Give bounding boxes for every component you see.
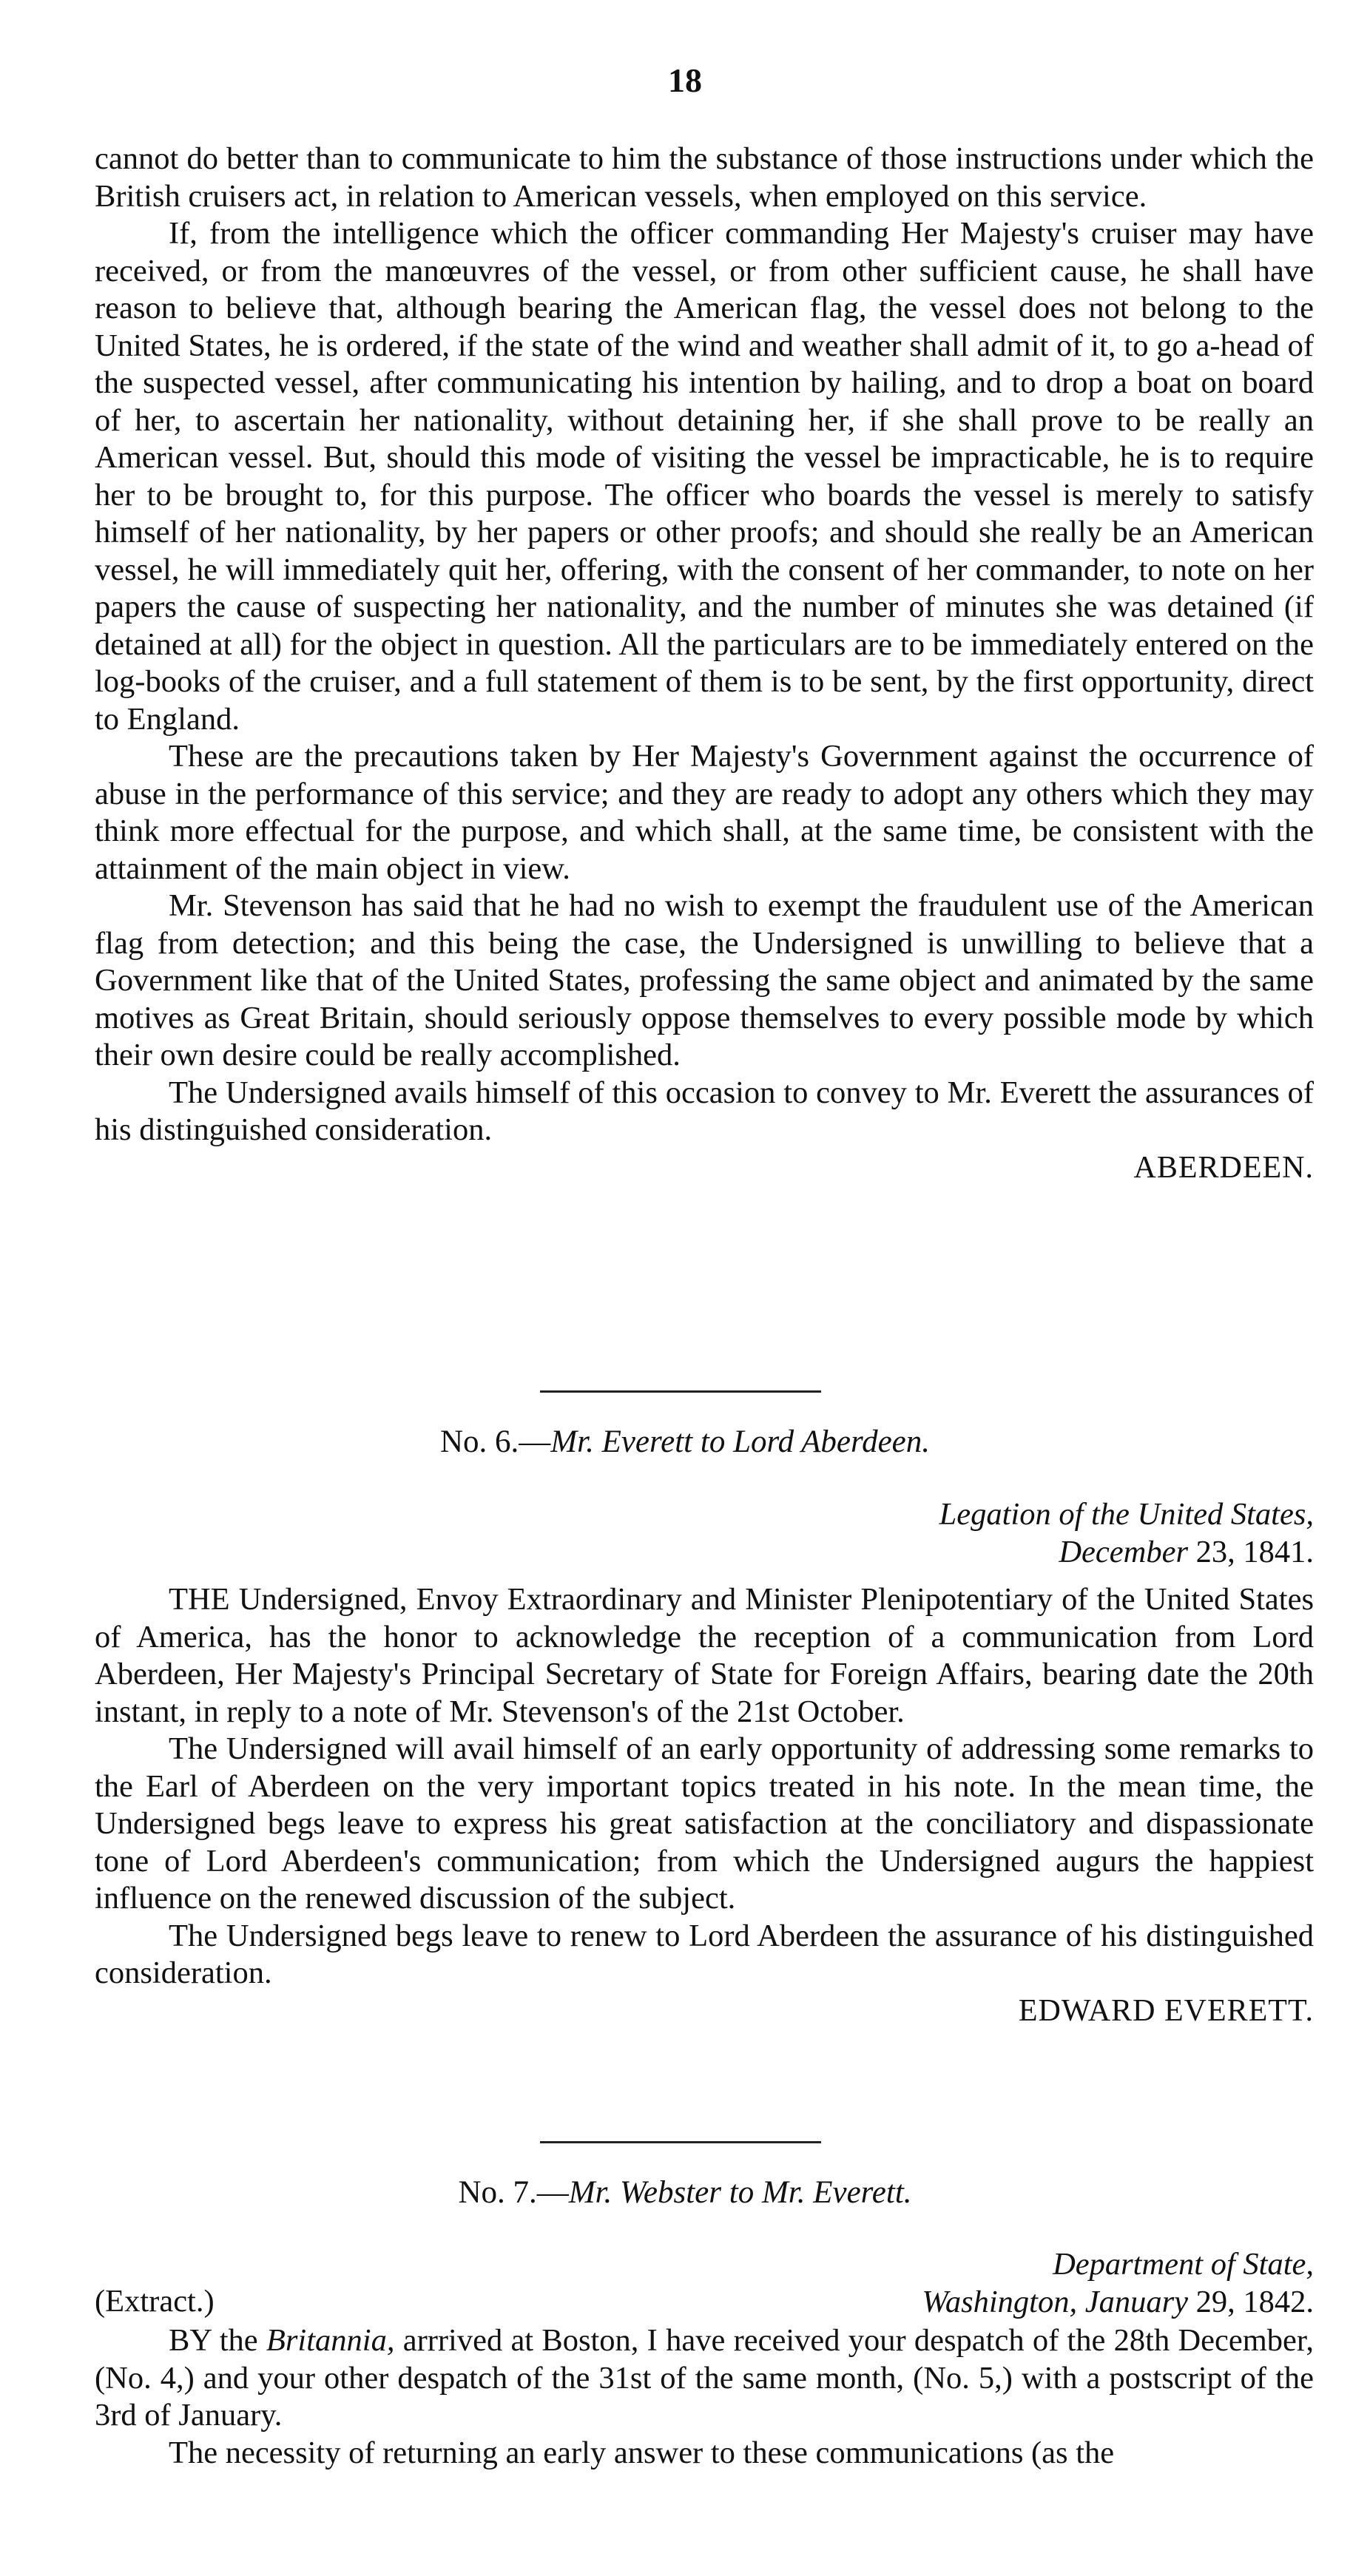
paragraph: The Undersigned will avail himself of an early opportunity of addressing some remarks to the Earl of Aberdeen on the very important topics treated in his note. In the mean time, the Undersigned begs leave to express his great satisfaction at the conciliatory and dispassionate tone of Lord Aberdeen's communication; from which the Undersigned augurs the happiest influence on the renewed discussion of the subject. [95, 1731, 1314, 1916]
heading-title: Mr. Webster to Mr. Everett. [568, 2175, 912, 2210]
section-everett-note [95, 1581, 1314, 2029]
heading-title: Mr. Everett to Lord Aberdeen. [550, 1424, 931, 1459]
section-divider [540, 1390, 821, 1393]
dateline-legation [939, 1495, 1314, 1571]
dateline-line-1: Department of State, [1053, 2247, 1314, 2282]
signature-everett: EDWARD EVERETT. [1018, 1993, 1314, 2028]
extract-label: (Extract.) [95, 2284, 215, 2319]
paragraph: The Undersigned begs leave to renew to Lord Aberdeen the assurance of his distinguished consideration. [95, 1918, 1314, 1990]
dateline-date: 23, 1841. [1188, 1535, 1314, 1569]
dateline-date: 29, 1842. [1188, 2285, 1314, 2319]
heading-number: No. 6.— [439, 1424, 551, 1459]
paragraph: The Undersigned avails himself of this occasion to convey to Mr. Everett the assurances of his distinguished consideration. [95, 1075, 1314, 1147]
paragraph: If, from the intelligence which the officer commanding Her Majesty's cruiser may have received, or from the manœuvres of the vessel, or from other sufficient cause, he shall have reason to believe that, although bearing the American flag, the vessel does not belong to the United States, he is ordered, if the state of the wind and weather shall admit of it, to go a-head of the suspected vessel, after communicating his intention by hailing, and to drop a boat on board of her, to ascertain her nationality, without detaining her, if she shall prove to be really an American vessel. But, should this mode of visiting the vessel be impracticable, he is to require her to be brought to, for this purpose. The officer who boards the vessel is merely to satisfy himself of her nationality, by her papers or other proofs; and should she really be an American vessel, he will immediately quit her, offering, with the consent of her commander, to note on her papers the cause of suspecting her nationality, and the number of minutes she was detained (if detained at all) for the object in question. All the particulars are to be immediately entered on the log-books of the cruiser, and a full statement of them is to be sent, by the first opportunity, direct to England. [95, 216, 1314, 737]
paragraph: The necessity of returning an early answer to these communications (as the [169, 2435, 1115, 2470]
page-number: 18 [668, 61, 702, 99]
text-run: BY the [169, 2323, 266, 2358]
section-divider [540, 2141, 821, 2143]
dateline-line-1: Legation of the United States, [939, 1497, 1314, 1532]
ship-name: Britannia, [266, 2323, 395, 2358]
dateline-department [922, 2245, 1314, 2321]
dateline-date-italic: December [1059, 1535, 1188, 1569]
dateline-date-italic: Washington, January [922, 2285, 1188, 2319]
heading-no-6 [0, 1424, 1370, 1460]
signature-aberdeen: ABERDEEN. [1133, 1150, 1314, 1185]
heading-no-7 [0, 2174, 1370, 2211]
section-aberdeen-note [95, 141, 1314, 1186]
heading-number: No. 7.— [458, 2175, 569, 2210]
paragraph: These are the precautions taken by Her Majesty's Government against the occurrence of abuse in the performance of this service; and they are ready to adopt any others which they may think more effectual for the purpose, and which shall, at the same time, be consistent with the attainment of the main object in view. [95, 739, 1314, 886]
paragraph: Mr. Stevenson has said that he had no wish to exempt the fraudulent use of the American flag from detection; and this being the case, the Undersigned is unwilling to believe that a Government like that of the United States, professing the same object and animated by the same motives as Great Britain, should seriously oppose themselves to every possible mode by which their own desire could be really accomplished. [95, 888, 1314, 1072]
paragraph: cannot do better than to communicate to him the substance of those instructions under which the British cruisers act, in relation to American vessels, when employed on this service. [95, 141, 1314, 214]
section-webster-letter [95, 2322, 1314, 2472]
paragraph: THE Undersigned, Envoy Extraordinary and Minister Plenipotentiary of the United States of America, has the honor to acknowledge the reception of a communication from Lord Aberdeen, Her Majesty's Principal Secretary of State for Foreign Affairs, bearing date the 20th instant, in reply to a note of Mr. Stevenson's of the 21st October. [95, 1582, 1314, 1729]
paragraph [95, 2322, 1314, 2435]
text-run: arrrived at Boston, I have received your despatch of the 28th December, (No. 4,) and your other despatch of the 31st of the same month, (No. 5,) with a postscript of the 3rd of January. [95, 2323, 1314, 2433]
